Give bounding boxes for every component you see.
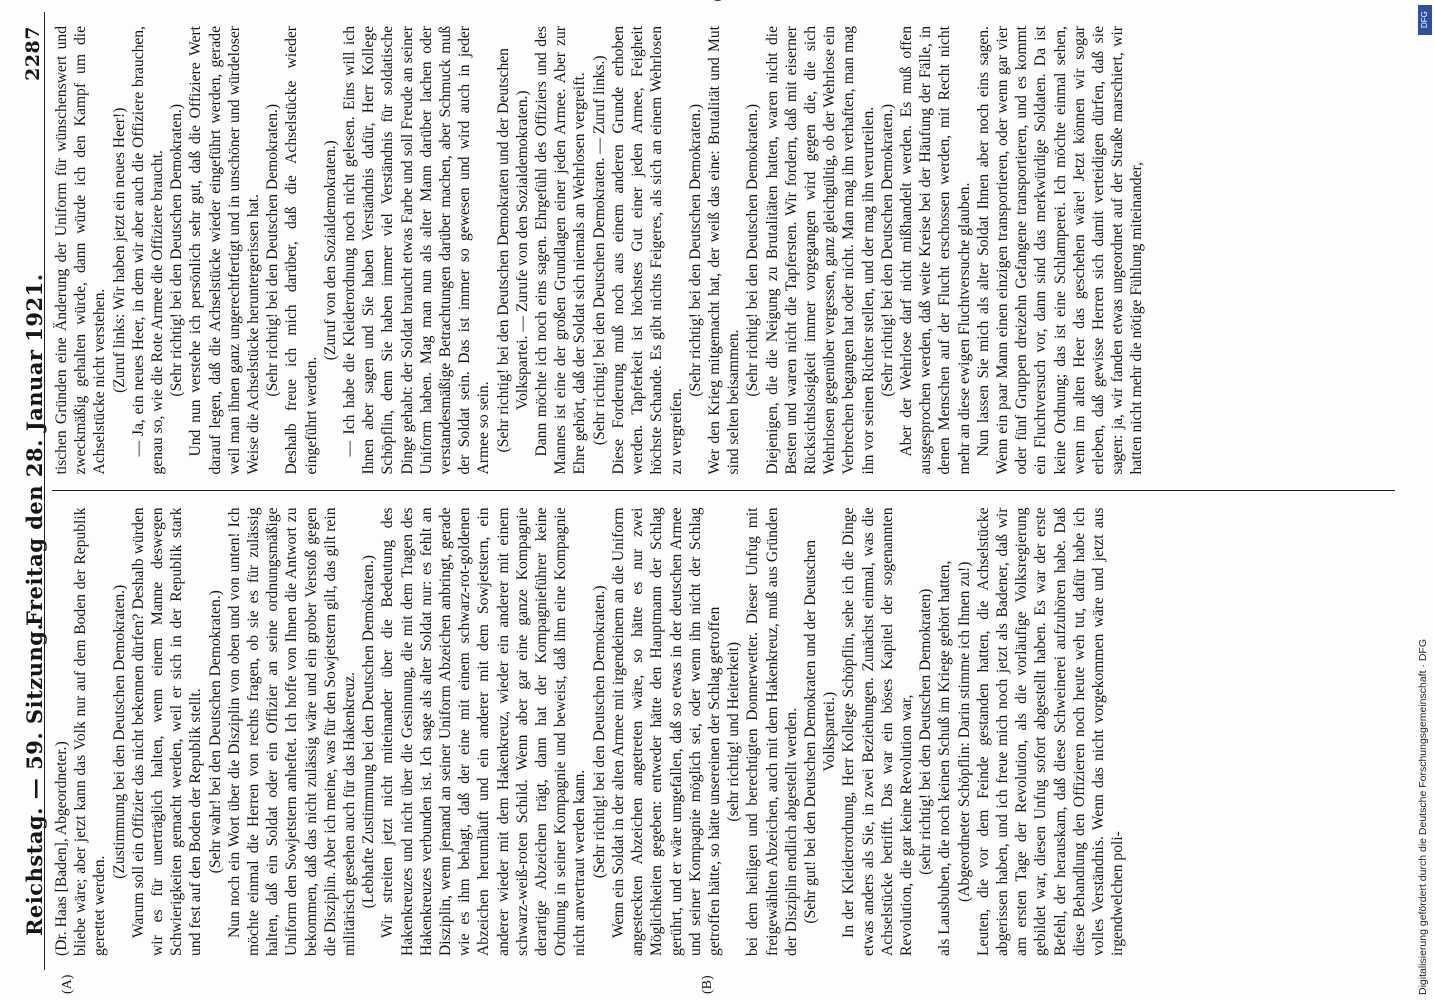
text-columns <box>52 12 1395 970</box>
right-column-paragraph: Diese Forderung muß noch aus einem anderen Grunde erhoben werden. Tapferkeit ist höchstes Gut einer jeden Armee, Feigheit höchste Schande. Es gibt nichts Feigeres, als sich an einem Wehrlosen zu vergreifen. <box>609 26 685 475</box>
right-column-paragraph: (Zuruf links: Wir haben jetzt ein neues Heer!) <box>110 107 128 393</box>
header-date: Freitag den 28. Januar 1921. <box>22 273 47 626</box>
right-column-paragraph: (Sehr richtig! bei den Deutschen Demokraten.) <box>168 103 186 397</box>
right-column-paragraph: — Ja, ein neues Heer, in dem wir aber auch die Offiziere brauchen, genau so, wie die Rote Armee die Offiziere braucht. <box>129 26 167 475</box>
right-column-paragraph: (Sehr richtig! bei den Deutschen Demokraten und der Deutschen Volkspartei. — Zurufe von den Sozialdemokraten.) <box>494 48 531 453</box>
header-session: Reichstag. — 59. Sitzung. <box>22 622 47 936</box>
right-column-paragraph: Wer den Krieg mitgemacht hat, der weiß das eine: Brutalität und Mut sind selten beisammen. <box>705 26 743 475</box>
left-column-paragraph: Wir streiten jetzt nicht miteinander über die Bedeutung des Hakenkreuzes und nicht über die Gesinnung, die mit dem Tragen des Hakenkreuzes verbunden ist. Ich sage als alter Soldat nur: es fehlt an Disziplin, wenn jemand an seiner Uniform Abzeichen anbringt, gerade wie es ihm behagt, daß der eine mit einem schwarz-rot-goldenen Abzeichen herumläuft und ein anderer mit dem Sowjetstern, ein anderer wieder mit dem Hakenkreuz, wieder ein anderer mit einem schwarz-weiß-roten Schild. Wenn aber gar eine ganze Kompagnie derartige Abzeichen trägt, dann hat der Kompagnieführer keine Ordnung in seiner Kompagnie und beweist, daß ihm eine Kompagnie nicht anvertraut werden kann. <box>379 507 589 956</box>
left-column-paragraph: Warum soll ein Offizier das nicht bekennen dürfen? Deshalb würden wir es für unerträglich halten, wenn einem Manne deswegen Schwierigkeiten gemacht werden, weil er sich in der Republik stark und fest auf den Boden der Republik stellt. <box>129 507 205 956</box>
left-column-paragraph: (Lebhafte Zustimmung bei den Deutschen Demokraten.) <box>360 555 378 909</box>
left-column-paragraph: Wenn ein Soldat in der alten Armee mit irgendeinem an die Uniform angesteckten Abzeichen angetreten wäre, so hätte es nur zwei Möglichkeiten gegeben: entweder hätte den Hauptmann der Schlag gerührt, und er wäre umgefallen, daß so etwas in der deutschen Armee und seiner Kompagnie möglich sei, oder wenn ihn nicht der Schlag getroffen hätte, so hätte unsereinen der Schlag getroffen <box>609 507 723 956</box>
header-rule <box>44 12 45 970</box>
left-column-paragraph: bliebe wäre; aber jetzt kann das Volk nur auf dem Boden der Republik gerettet werden. <box>72 507 109 956</box>
right-column-paragraph: Dann möchte ich noch eins sagen. Ehrgefühl des Offiziers und des Mannes ist eine der großen Grundlagen einer jeden Armee. Aber zur Ehre gehört, daß der Soldat sich niemals an Wehrlosen vergreift. <box>533 26 589 475</box>
right-column-paragraph: Aber der Wehrlose darf nicht mißhandelt werden. Es muß offen ausgesprochen werden, daß weite Kreise bei der Häufung der Fälle, in denen Menschen auf der Flucht erschossen werden, mit Recht nicht mehr an diese ewigen Fluchtversuche glauben. <box>897 26 973 475</box>
left-column-paragraph: (Sehr richtig! bei den Deutschen Demokraten.) <box>590 585 608 879</box>
left-column-paragraph: Leuten, die vor dem Feinde gestanden hatten, die Achselstücke abgerissen haben, und ich freue mich noch jetzt als Badener, daß wir am ersten Tage der Revolution, als die vorläufige Volksregierung gebildet war, diesen Unfug sofort abgestellt haben. Es war der erste Befehl, der herauskam, daß diese Schweinerei aufzuhören habe. Daß diese Behandlung den Offizieren noch heute weh tut, dafür habe ich volles Verständnis. Wenn das nicht vorgekommen wäre und jetzt aus irgendwelchen poli- <box>974 507 1127 956</box>
digitization-note: Digitalisierung gefördert durch die Deutsche Forschungsgemeinschaft · DFG <box>1417 638 1429 995</box>
right-column-paragraph: Diejenigen, die die Neigung zu Brutalitäten hatten, waren nicht die Besten und waren nicht die Tapfersten. Wir fordern, daß mit eiserner Rücksichtslosigkeit immer vorgegangen wird gegen die, die sich Wehrlosen gegenüber vergessen, ganz gleichgültig, ob der Wehrlose ein Verbrechen begangen hat oder nicht. Man mag ihn verhaften, man mag ihn vor seinen Richter stellen, und der mag ihn verurteilen. <box>763 26 877 475</box>
right-column-paragraph: (Sehr richtig! bei den Deutschen Demokraten.) <box>686 103 704 397</box>
left-column-paragraph: (Dr. Haas [Baden], Abgeordneter.) <box>53 741 70 956</box>
left-column-paragraph: als Lausbuben, die noch keinen Schuß im Kriege gehört hatten, <box>936 560 954 956</box>
left-column-paragraph: bei dem heiligen und berechtigten Donnerwetter. Dieser Unfug mit freigewählten Abzeichen, auch mit dem Hakenkreuz, muß aus Gründen der Disziplin endlich abgestellt werden. <box>744 507 800 956</box>
left-column-paragraph: (sehr richtig! und Heiterkeit) <box>725 641 743 822</box>
right-column-paragraph: tischen Gründen eine Änderung der Uniform für wünschenswert und zweckmäßig gehalten würde, dann würde ich den Kampf um die Achselstücke nicht verstehen. <box>53 26 109 475</box>
left-column-paragraph: (Abgeordneter Schöpflin: Darin stimme ich Ihnen zu!) <box>955 561 973 902</box>
right-column <box>52 12 1395 489</box>
right-column-paragraph: Deshalb freue ich mich darüber, daß die Achselstücke wieder eingeführt werden. <box>283 26 320 475</box>
margin-marker-a: (A) <box>60 974 75 994</box>
right-column-paragraph: (Sehr richtig! bei den Deutschen Demokraten.) <box>264 103 282 397</box>
page-number: 2287 <box>22 26 44 81</box>
right-column-paragraph: — Ich habe die Kleiderordnung noch nicht gelesen. Eins will ich Ihnen aber sagen und Sie haben Verständnis dafür, Herr Kollege Schöpflin, denn Sie haben immer viel Verständnis für soldatische Dinge gehabt: der Soldat braucht etwas Farbe und soll Freude an seiner Uniform haben. Mag man nun als alter Mann darüber lachen oder verstandesmäßige Betrachtungen darüber machen, aber Schmuck muß der Soldat sein. Das ist immer so gewesen und wird auch in jeder Armee so sein. <box>341 26 493 475</box>
margin-marker-b: (B) <box>700 975 715 994</box>
right-column-paragraph: Nun lassen Sie mich als alter Soldat Ihnen aber noch eins sagen. Wenn ein paar Mann einen einzigen transportieren, oder wenn gar vier oder fünf Gruppen dreizehn Gefangene transportieren, und es kommt ein Fluchtversuch vor, dann sind das merkwürdige Soldaten. Da ist keine Ordnung; das ist eine Schlamperei. Ich möchte einmal sehen, wenn im alten Heer das geschehen wäre! Jetzt können wir sogar erleben, daß gewisse Herren sich damit verteidigen dürfen, daß sie sagen: ja, wir fanden etwas ungeordnet auf der Straße marschiert, wir hatten nicht mehr die nötige Fühlung miteinander, <box>974 26 1146 475</box>
left-column-paragraph: (sehr richtig! bei den Deutschen Demokraten) <box>917 588 935 875</box>
right-column-paragraph: (Zuruf von den Sozialdemokraten.) <box>321 140 339 361</box>
right-column-paragraph: (Sehr richtig! bei den Deutschen Demokraten.) <box>878 103 896 397</box>
left-column <box>52 494 1395 971</box>
left-column-paragraph: (Zustimmung bei den Deutschen Demokraten.) <box>110 584 128 879</box>
left-column-paragraph: In der Kleiderordnung, Herr Kollege Schöpflin, sehe ich die Dinge etwas anders als Sie, in zwei Beziehungen. Zunächst einmal, was die Achselstücke betrifft. Das war ein böses Kapitel der sogenannten Revolution, die gar keine Revolution war, <box>840 507 915 956</box>
left-column-paragraph: Nun noch ein Wort über die Disziplin von oben und von unten! Ich möchte einmal die Herren von rechts fragen, ob sie es für zulässig halten, daß ein Soldat oder ein Offizier an seine ordnungsmäßige Uniform den Sowjetstern anheftet. Ich hoffe von Ihnen die Antwort zu bekommen, daß das nicht zulässig wäre und ein grober Verstoß gegen die Disziplin. Aber ich meine, was für den Sowjetstern gilt, das gilt rein militärisch gesehen auch für das Hakenkreuz. <box>225 507 359 956</box>
column-divider <box>52 491 1395 492</box>
margin-marker-d <box>710 0 726 1</box>
right-column-paragraph: (Sehr richtig! bei den Deutschen Demokraten.) <box>744 103 762 397</box>
dfg-logo: DFG <box>1418 5 1432 35</box>
right-column-paragraph: (Sehr richtig! bei den Deutschen Demokraten. — Zuruf links.) <box>590 55 608 446</box>
left-column-paragraph: (Sehr gut! bei den Deutschen Demokraten und der Deutschen Volkspartei.) <box>801 539 839 924</box>
left-column-paragraph: (Sehr wahr! bei den Deutschen Demokraten.) <box>206 590 224 874</box>
right-column-paragraph: Und nun verstehe ich persönlich sehr gut, daß die Offiziere Wert darauf legen, daß die Achselstücke wieder eingeführt werden, gerade weil man ihnen ganz ungerechtfertigt und in unschöner und würdeloser Weise die Achselstücke heruntergerissen hat. <box>187 26 263 475</box>
margin-marker-c <box>60 0 76 1</box>
